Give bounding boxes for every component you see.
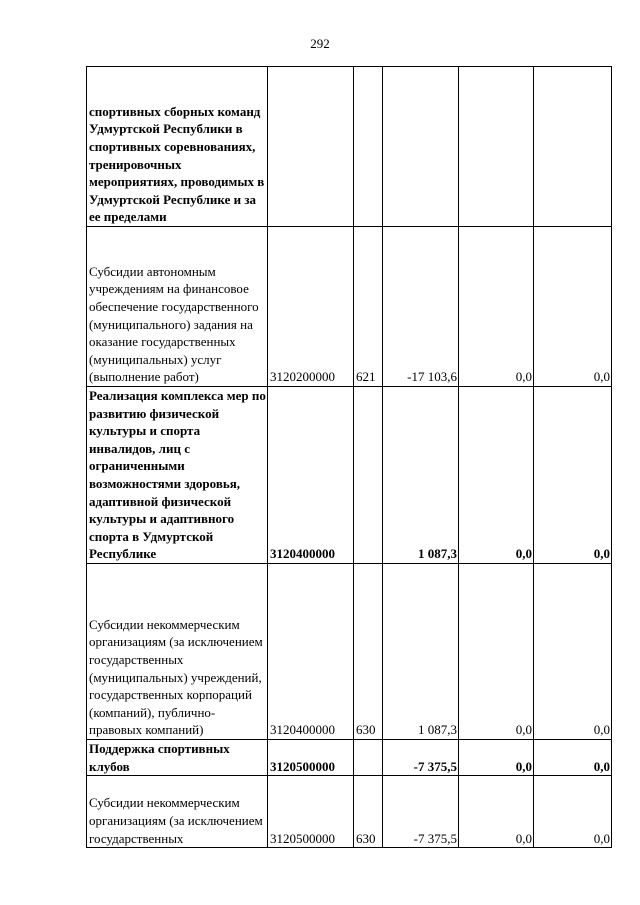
table-row <box>87 563 612 739</box>
amount-3: 0,0 <box>534 563 612 739</box>
page-number: 292 <box>310 36 330 51</box>
amount-2 <box>459 67 534 227</box>
amount-1: -17 103,6 <box>383 227 459 387</box>
target-article-code: 3120500000 <box>268 739 354 775</box>
amount-3 <box>534 67 612 227</box>
amount-3: 0,0 <box>534 387 612 564</box>
expense-type-code: 630 <box>354 563 383 739</box>
expense-type-code <box>354 67 383 227</box>
table-row <box>87 739 612 775</box>
target-article-code <box>268 67 354 227</box>
table-row <box>87 387 612 564</box>
table-row <box>87 67 612 227</box>
row-name: Субсидии некоммерческим организациям (за исключением государственных (муниципальных) учреждений, государственных корпораций (компаний), публично-правовых компаний) <box>87 563 268 739</box>
row-name: Субсидии автономным учреждениям на финансовое обеспечение государственного (муниципального) задания на оказание государственных (муниципальных) услуг (выполнение работ) <box>87 227 268 387</box>
target-article-code: 3120200000 <box>268 227 354 387</box>
table-row <box>87 227 612 387</box>
amount-2: 0,0 <box>459 563 534 739</box>
amount-3: 0,0 <box>534 739 612 775</box>
amount-3: 0,0 <box>534 227 612 387</box>
expense-type-code <box>354 387 383 564</box>
budget-table <box>86 66 612 848</box>
amount-3: 0,0 <box>534 776 612 848</box>
table-row <box>87 776 612 848</box>
amount-1: -7 375,5 <box>383 739 459 775</box>
row-name: Поддержка спортивных клубов <box>87 739 268 775</box>
amount-2: 0,0 <box>459 739 534 775</box>
row-name: Реализация комплекса мер по развитию физической культуры и спорта инвалидов, лиц с ограниченными возможностями здоровья, адаптивной физической культуры и адаптивного спорта в Удмуртской Республике <box>87 387 268 564</box>
row-name: Субсидии некоммерческим организациям (за исключением государственных <box>87 776 268 848</box>
amount-1: 1 087,3 <box>383 563 459 739</box>
target-article-code: 3120400000 <box>268 387 354 564</box>
target-article-code: 3120500000 <box>268 776 354 848</box>
row-name: спортивных сборных команд Удмуртской Республики в спортивных соревнованиях, тренировочных мероприятиях, проводимых в Удмуртской Республике и за ее пределами <box>87 67 268 227</box>
expense-type-code: 630 <box>354 776 383 848</box>
expense-type-code: 621 <box>354 227 383 387</box>
amount-2: 0,0 <box>459 387 534 564</box>
amount-2: 0,0 <box>459 776 534 848</box>
amount-1: -7 375,5 <box>383 776 459 848</box>
target-article-code: 3120400000 <box>268 563 354 739</box>
expense-type-code <box>354 739 383 775</box>
amount-1: 1 087,3 <box>383 387 459 564</box>
amount-1 <box>383 67 459 227</box>
amount-2: 0,0 <box>459 227 534 387</box>
